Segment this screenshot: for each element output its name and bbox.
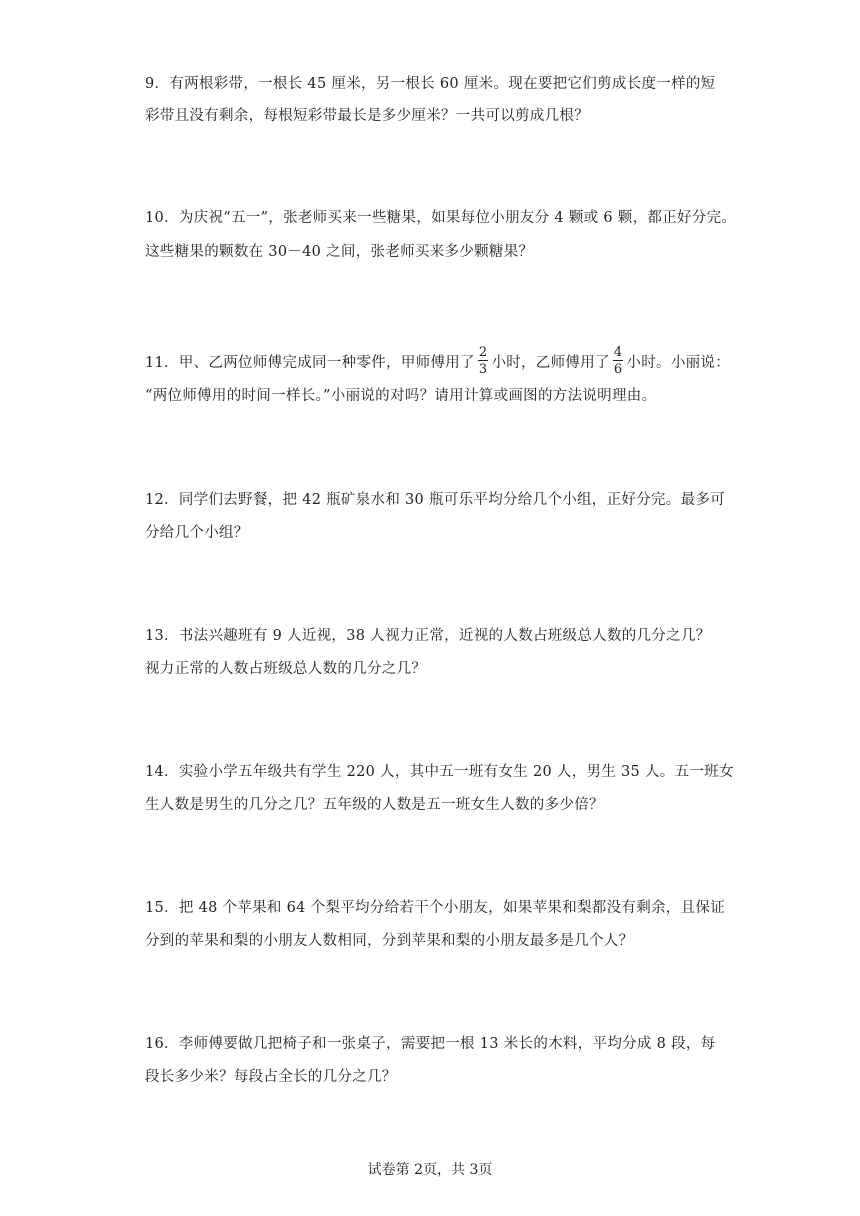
question-10-line-2: 这些糖果的颗数在 30－40 之间，张老师买来多少颗糖果？	[145, 244, 534, 260]
question-14-line-2: 生人数是男生的几分之几？五年级的人数是五一班女生人数的多少倍？	[145, 797, 604, 813]
question-number: 9．	[145, 76, 170, 92]
page-footer: 试卷第 2页，共 3页	[367, 1162, 493, 1178]
question-number: 15．	[145, 900, 179, 916]
question-number: 10．	[145, 210, 179, 226]
question-9-line-2: 彩带且没有剩余，每根短彩带最长是多少厘米？一共可以剪成几根？	[145, 108, 589, 124]
question-10-line-1: 10．为庆祝“五一”，张老师买来一些糖果，如果每位小朋友分 4 颗或 6 颗，都正好分完。	[145, 210, 737, 226]
question-11-line-2: “两位师傅用的时间一样长。”小丽说的对吗？请用计算或画图的方法说明理由。	[145, 388, 657, 404]
question-13-line-2: 视力正常的人数占班级总人数的几分之几？	[145, 661, 427, 677]
question-16-line-1: 16．李师傅要做几把椅子和一张桌子，需要把一根 13 米长的木料，平均分成 8 段，每	[145, 1036, 716, 1052]
question-14-line-1: 14．实验小学五年级共有学生 220 人，其中五一班有女生 20 人，男生 35 人。五一班女	[145, 764, 734, 780]
question-9-line-1: 9．有两根彩带，一根长 45 厘米，另一根长 60 厘米。现在要把它们剪成长度一样的短	[145, 76, 716, 92]
question-12-line-1: 12．同学们去野餐，把 42 瓶矿泉水和 30 瓶可乐平均分给几个小组，正好分完。最多可	[145, 492, 725, 508]
question-15-line-2: 分到的苹果和梨的小朋友人数相同，分到苹果和梨的小朋友最多是几个人？	[145, 933, 634, 949]
question-16-line-2: 段长多少米？每段占全长的几分之几？	[145, 1069, 397, 1085]
question-number: 16．	[145, 1036, 179, 1052]
question-12-line-2: 分给几个小组？	[145, 525, 249, 541]
question-number: 12．	[145, 492, 179, 508]
question-13-line-1: 13．书法兴趣班有 9 人近视，38 人视力正常，近视的人数占班级总人数的几分之几？	[145, 628, 711, 644]
fraction-four-sixths: $\frac{4}{6}$	[613, 345, 623, 377]
question-11-line-1: 11．甲、乙两位师傅完成同一种零件，甲师傅用了 $\frac{2}{3}$ 小时，乙师傅用了 $\frac{4}{6}$ 小时。小丽说：	[145, 345, 731, 377]
question-number: 11．	[145, 355, 179, 371]
question-15-line-1: 15．把 48 个苹果和 64 个梨平均分给若干个小朋友，如果苹果和梨都没有剩余，且保证	[145, 900, 725, 916]
question-number: 13．	[145, 628, 179, 644]
question-number: 14．	[145, 764, 179, 780]
fraction-two-thirds: $\frac{2}{3}$	[478, 345, 488, 377]
